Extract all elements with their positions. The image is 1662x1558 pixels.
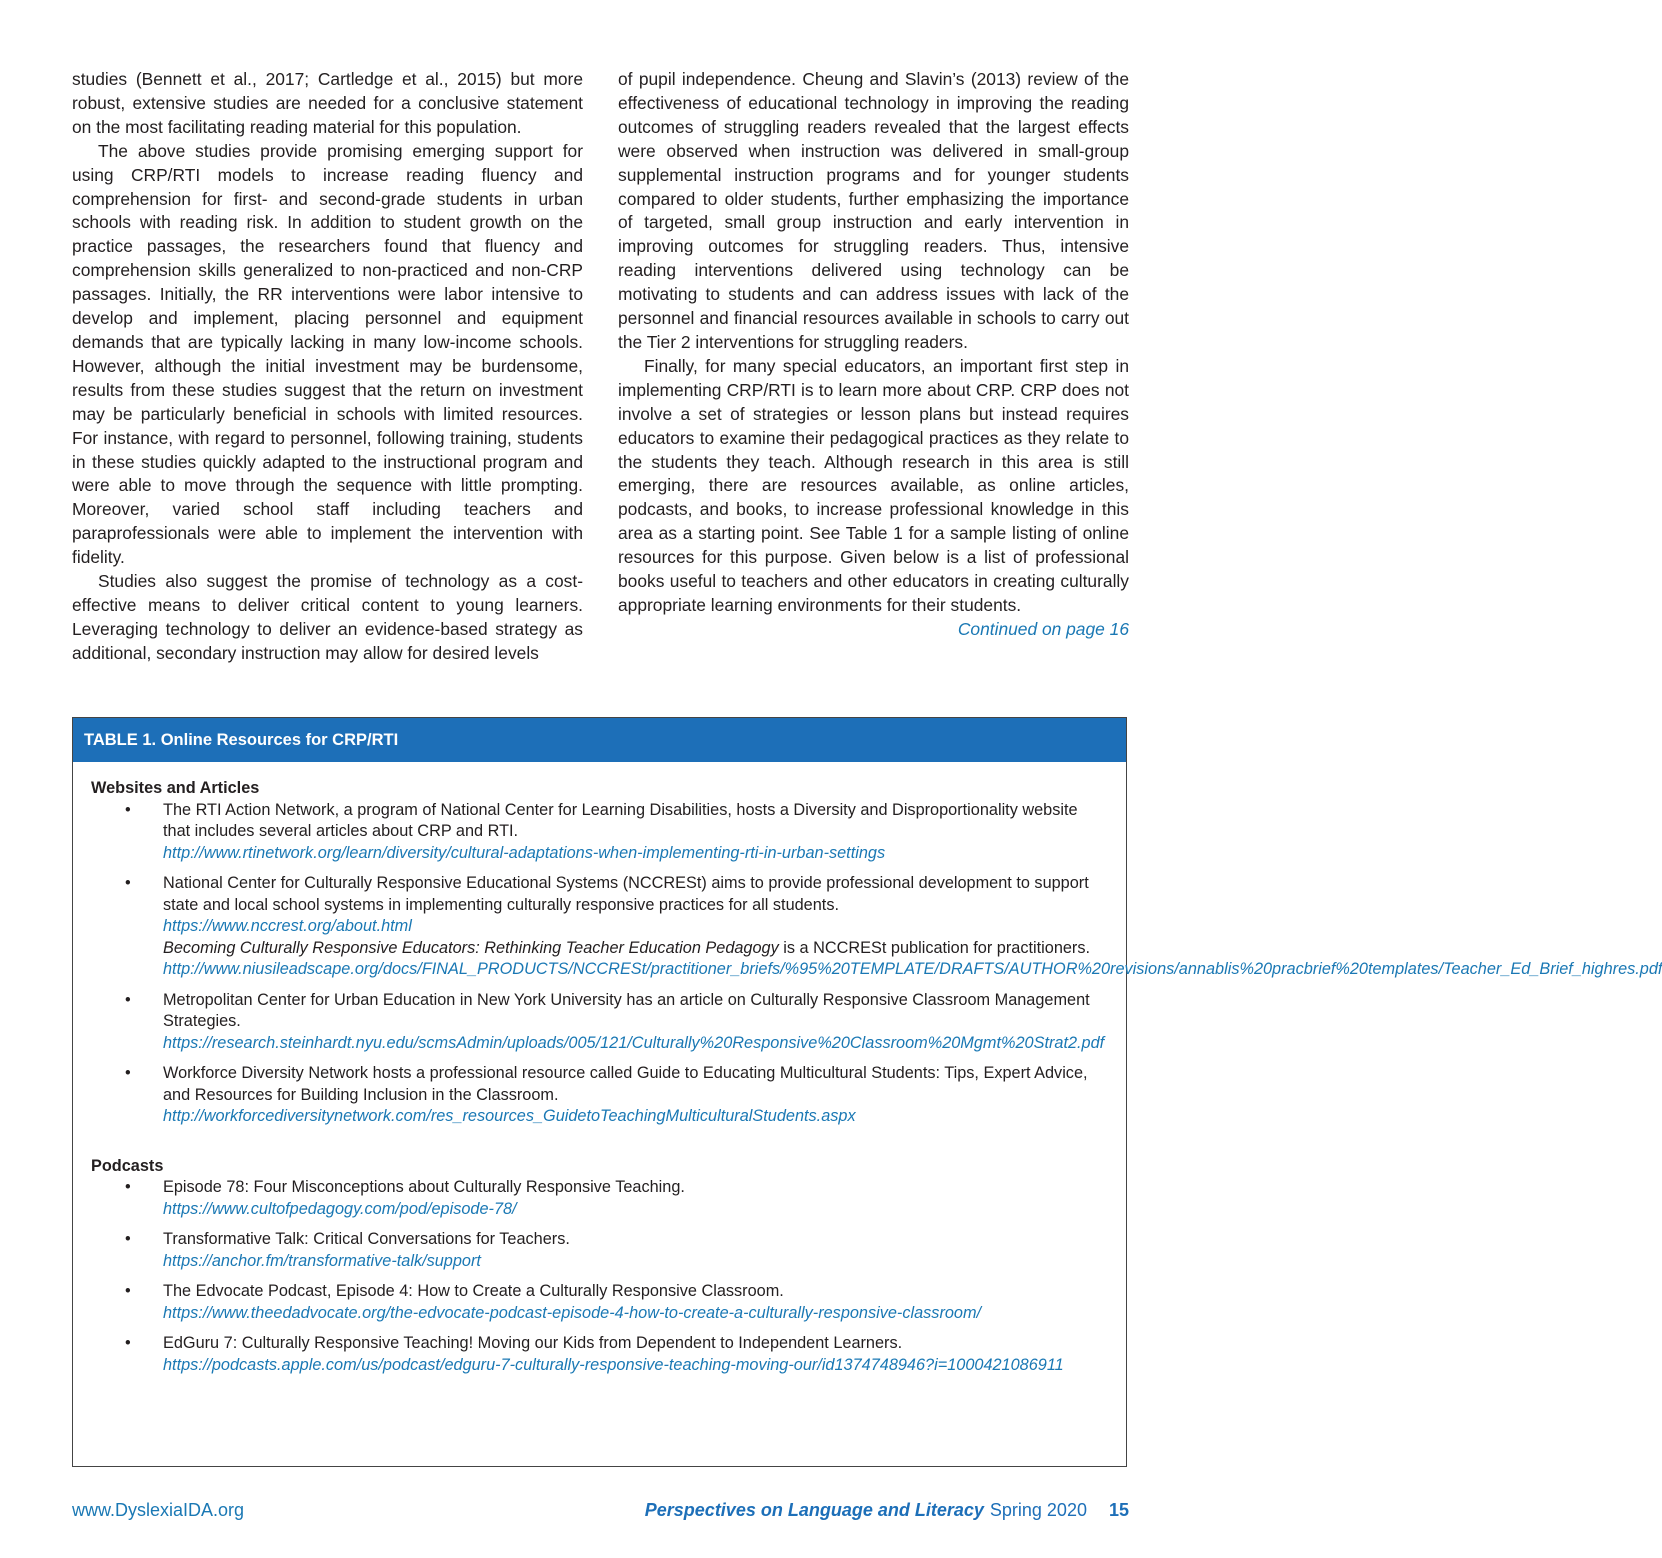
publication-note: is a NCCRESt publication for practitioners. — [778, 938, 1091, 957]
resource-description: The RTI Action Network, a program of National Center for Learning Disabilities, hosts a Diversity and Disproportionality website that includes several articles about CRP and RTI. — [163, 800, 1078, 840]
footer-website-link[interactable]: www.DyslexiaIDA.org — [72, 1500, 245, 1520]
list-item — [91, 1229, 1108, 1272]
footer-publication — [645, 1500, 1129, 1521]
list-item — [91, 1063, 1108, 1128]
bullet-icon: • — [125, 990, 131, 1009]
podcast-description: Transformative Talk: Critical Conversations for Teachers. — [163, 1230, 570, 1248]
list-item — [91, 1177, 1108, 1220]
left-column — [72, 68, 583, 666]
podcast-description: The Edvocate Podcast, Episode 4: How to Create a Culturally Responsive Classroom. — [163, 1282, 784, 1300]
paragraph: The above studies provide promising emerging support for using CRP/RTI models to increase reading fluency and comprehension for first- and second-grade students in urban schools with reading risk. In addition to student growth on the practice passages, the researchers found that fluency and comprehension skills generalized to non-practiced and non-CRP passages. Initially, the RR interventions were labor intensive to develop and implement, placing personnel and equipment demands that are typically lacking in many low-income schools. However, although the initial investment may be burdensome, results from these studies suggest that the return on investment may be particularly beneficial in schools with limited resources. For instance, with regard to personnel, following training, students in these studies quickly adapted to the instructional program and were able to move through the sequence with little prompting. Moreover, varied school staff including teachers and paraprofessionals were able to implement the intervention with fidelity. — [72, 140, 583, 568]
websites-list — [91, 800, 1662, 1128]
podcast-description: Episode 78: Four Misconceptions about Culturally Responsive Teaching. — [163, 1178, 685, 1196]
paragraph: of pupil independence. Cheung and Slavin’s (2013) review of the effectiveness of educational technology in improving the reading outcomes of struggling readers revealed that the largest effects were observed when instruction was delivered in small-group supplemental instruction programs and for younger students compared to older students, further emphasizing the importance of targeted, small group instruction and early intervention in improving outcomes for struggling readers. Thus, intensive reading interventions delivered using technology can be motivating to students and can address issues with lack of the personnel and financial resources available in schools to carry out the Tier 2 interventions for struggling readers. — [618, 69, 1129, 352]
paragraph: Finally, for many special educators, an important first step in implementing CRP/RTI is to learn more about CRP. CRP does not involve a set of strategies or lesson plans but instead requires educators to examine their pedagogical practices as they relate to the students they teach. Although research in this area is still emerging, there are resources available, as online articles, podcasts, and books, to increase professional knowledge in this area as a starting point. See Table 1 for a sample listing of online resources for this purpose. Given below is a list of professional books useful to teachers and other educators in creating culturally appropriate learning environments for their students. — [618, 355, 1129, 615]
resource-link[interactable]: http://www.rtinetwork.org/learn/diversity/cultural-adaptations-when-implementing-rti-in-urban-settings — [163, 843, 886, 862]
bullet-icon: • — [125, 1230, 131, 1248]
journal-title: Perspectives on Language and Literacy — [644, 1500, 984, 1520]
page-number: 15 — [1108, 1500, 1129, 1520]
bullet-icon: • — [125, 1064, 131, 1082]
continued-link[interactable]: Continued on page 16 — [957, 618, 1129, 639]
paragraph: studies (Bennett et al., 2017; Cartledge et al., 2015) but more robust, extensive studies are needed for a conclusive statement on the most facilitating reading material for this population. — [72, 69, 583, 137]
podcasts-heading: Podcasts — [91, 1156, 164, 1175]
podcasts-list — [91, 1177, 1108, 1376]
table-body — [73, 762, 1662, 1376]
page-footer — [72, 1500, 1129, 1526]
resources-table — [72, 717, 1662, 1467]
list-item — [91, 990, 1108, 1055]
podcast-link[interactable]: https://anchor.fm/transformative-talk/support — [163, 1251, 481, 1270]
resource-link[interactable]: http://www.niusileadscape.org/docs/FINAL_PRODUCTS/NCCRESt/practitioner_briefs/%95%20TEMPLATE/DRAFTS/AUTHOR%20revisions/annablis%20pracbrief%20templates/Teacher_Ed_Brief_highres.pdf — [163, 960, 1662, 978]
right-column — [618, 68, 1129, 642]
resource-link[interactable]: https://research.steinhardt.nyu.edu/scmsAdmin/uploads/005/121/Culturally%20Responsive%20Classroom%20Mgmt%20Strat2.pdf — [163, 1033, 1105, 1052]
list-item — [91, 1333, 1108, 1376]
bullet-icon: • — [125, 1334, 131, 1352]
podcast-description: EdGuru 7: Culturally Responsive Teaching! Moving our Kids from Dependent to Independent Learners. — [163, 1334, 903, 1352]
websites-heading: Websites and Articles — [91, 779, 260, 797]
list-item — [91, 873, 1662, 981]
list-item — [91, 1281, 1108, 1324]
podcast-link[interactable]: https://www.theedadvocate.org/the-edvocate-podcast-episode-4-how-to-create-a-culturally-responsive-classroom/ — [163, 1303, 982, 1322]
table-title: TABLE 1. Online Resources for CRP/RTI — [73, 718, 1126, 762]
article-body — [72, 68, 1129, 668]
resource-link[interactable]: https://www.nccrest.org/about.html — [163, 917, 412, 935]
resource-description: Metropolitan Center for Urban Education in New York University has an article on Culturally Responsive Classroom Management Strategies. — [163, 990, 1090, 1030]
bullet-icon: • — [125, 800, 131, 819]
list-item — [91, 800, 1108, 865]
resource-link[interactable]: http://workforcediversitynetwork.com/res_resources_GuidetoTeachingMulticulturalStudents.aspx — [163, 1107, 856, 1125]
resource-description: Workforce Diversity Network hosts a professional resource called Guide to Educating Multicultural Students: Tips, Expert Advice, and Resources for Building Inclusion in the Classroom. — [163, 1064, 1088, 1104]
bullet-icon: • — [125, 1178, 131, 1196]
podcast-link[interactable]: https://www.cultofpedagogy.com/pod/episode-78/ — [163, 1199, 517, 1218]
publication-title: Becoming Culturally Responsive Educators: Rethinking Teacher Education Pedagogy — [163, 938, 779, 957]
bullet-icon: • — [125, 874, 131, 892]
resource-description: National Center for Culturally Responsive Educational Systems (NCCRESt) aims to provide professional development to support state and local school systems in implementing culturally responsive practices for all students. — [163, 874, 1089, 914]
bullet-icon: • — [125, 1282, 131, 1300]
issue-season: Spring 2020 — [989, 1500, 1087, 1520]
podcast-link[interactable]: https://podcasts.apple.com/us/podcast/edguru-7-culturally-responsive-teaching-moving-our/id1374748946?i=1000421086911 — [163, 1355, 1064, 1374]
paragraph: Studies also suggest the promise of technology as a cost-effective means to deliver critical content to young learners. Leveraging technology to deliver an evidence-based strategy as additional, secondary instruction may allow for desired levels — [72, 571, 583, 663]
